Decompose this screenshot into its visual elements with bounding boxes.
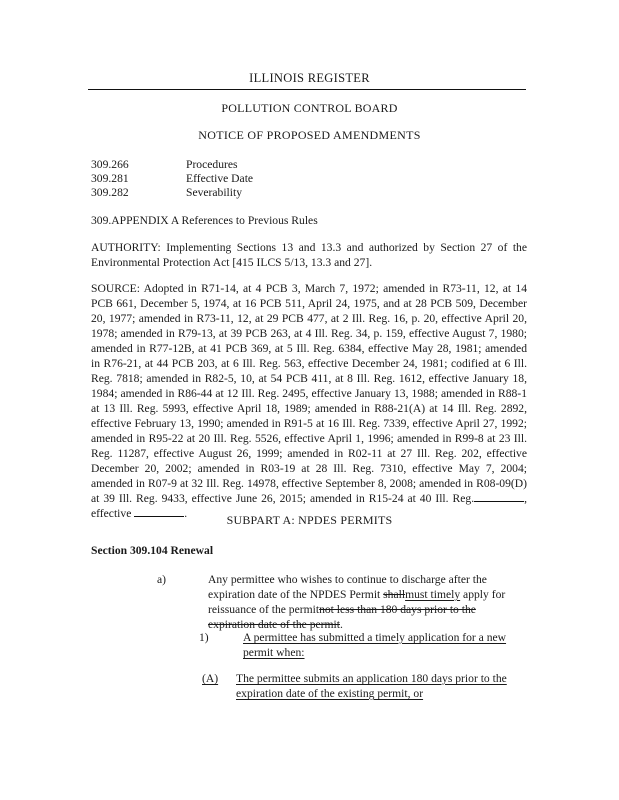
subsection-text-part: Any permittee who wishes to continue to discharge after the expiration date of the NPDES Permit: [208, 573, 487, 601]
section-list-item: [91, 185, 531, 200]
section-list-item: [91, 171, 531, 186]
section-number: 309.266: [91, 158, 129, 171]
deleted-text: not less than 180 days prior to the expiration date of the permit: [208, 603, 476, 631]
deleted-text: shall: [383, 588, 406, 601]
agency-name: POLLUTION CONTROL BOARD: [221, 101, 398, 115]
header-rule: [88, 89, 526, 90]
section-heading: Procedures: [186, 158, 238, 171]
authority-paragraph: AUTHORITY: Implementing Sections 13 and 13.3 and authorized by Section 27 of the Environmental Protection Act [415 ILCS 5/13, 13.3 and 27].: [91, 241, 527, 269]
section-list-item: [91, 157, 531, 172]
subsection-label: a): [157, 573, 167, 586]
section-title: Section 309.104 Renewal: [91, 544, 214, 557]
section-number: 309.282: [91, 186, 129, 199]
inserted-text: (A): [202, 672, 219, 685]
notice-title: NOTICE OF PROPOSED AMENDMENTS: [198, 128, 421, 142]
section-heading: Effective Date: [186, 172, 254, 185]
source-end: .: [184, 507, 188, 520]
subsection-text: [208, 572, 508, 632]
source-tail: , effective: [91, 492, 527, 520]
inserted-text: must timely: [405, 588, 461, 601]
source-text: SOURCE: Adopted in R71-14, at 4 PCB 3, March 7, 1972; amended in R73-11, 12, at 14 PCB 661, December 5, 1974, at 16 PCB 511, April 24, 1975, and at 28 PCB 509, December 20, 1977; amended in R73-11, 12, at 29 PCB 477, at 2 Ill. Reg. 16, p. 20, effective April 20, 1978; amended in R79-13, at 39 PCB 263, at 4 Ill. Reg. 34, p. 159, effective August 7, 1980; amended in R77-12B, at 41 PCB 369, at 5 Ill. Reg. 6384, effective May 28, 1981; amended in R76-21, at 44 PCB 203, at 6 Ill. Reg. 563, effective December 24, 1981; codified at 6 Ill. Reg. 7818; amended in R82-5, 10, at 54 PCB 411, at 8 Ill. Reg. 1612, effective January 18, 1984; amended in R86-44 at 12 Ill. Reg. 2495, effective January 13, 1988; amended in R88-1 at 13 Ill. Reg. 5993, effective April 18, 1989; amended in R88-21(A) at 14 Ill. Reg. 2892, effective February 13, 1990; amended in R91-5 at 16 Ill. Reg. 7339, effective April 27, 1992; amended in R95-22 at 20 Ill. Reg. 5526, effective April 1, 1996; amended in R99-8 at 23 Ill. Reg. 11287, effective August 26, 1999; amended in R02-11 at 27 Ill. Reg. 202, effective December 20, 2002; amended in R03-19 at 28 Ill. Reg. 7310, effective May 7, 2004; amended in R07-9 at 32 Ill. Reg. 14978, effective September 8, 2008; amended in R08-09(D) at 39 Ill. Reg. 9433, effective June 26, 2015; amended in R15-24 at 40 Ill. Reg.: [91, 282, 527, 505]
item-label: [202, 671, 218, 686]
subsection-text-part: .: [340, 618, 343, 631]
item-text: [236, 671, 521, 701]
subsection-text-part: apply for reissuance of the permit: [208, 588, 506, 616]
item-text: [243, 630, 518, 660]
register-title: ILLINOIS REGISTER: [249, 71, 370, 85]
blank-line: [474, 491, 524, 502]
inserted-text: The permittee submits an application 180 days prior to the expiration date of the existing permit, or: [236, 672, 507, 700]
appendix-reference: 309.APPENDIX A References to Previous Rules: [91, 214, 318, 227]
section-number: 309.281: [91, 172, 129, 185]
source-paragraph: [91, 281, 527, 521]
section-heading: Severability: [186, 186, 243, 199]
item-label: 1): [199, 631, 209, 644]
subpart-heading: SUBPART A: NPDES PERMITS: [226, 513, 393, 527]
inserted-text: A permittee has submitted a timely application for a new permit when:: [243, 631, 507, 659]
